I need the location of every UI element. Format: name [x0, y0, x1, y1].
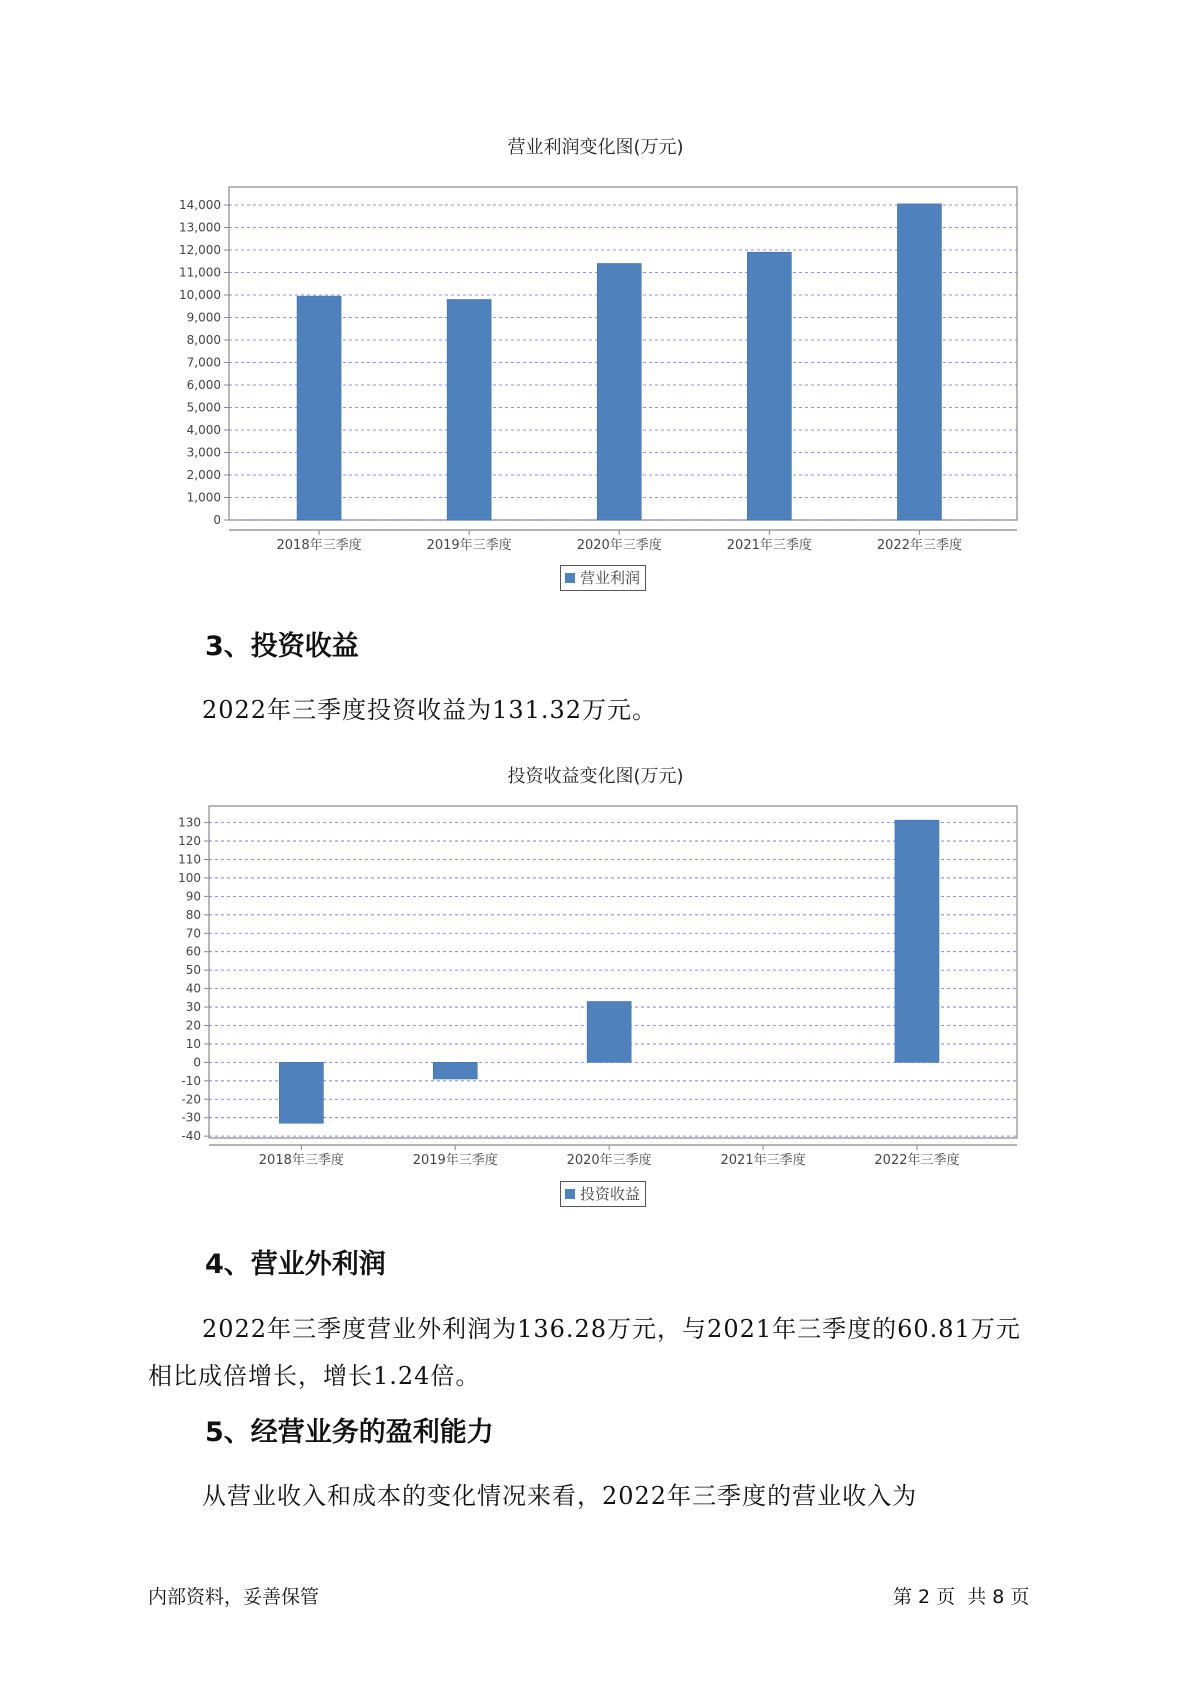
chart2-y-tick-label: 30: [185, 1000, 201, 1015]
chart2-y-tick-label: -40: [181, 1129, 201, 1144]
section4-heading: 4、营业外利润: [205, 1249, 386, 1280]
footer-confidential: 内部资料，妥善保管: [148, 1586, 320, 1608]
chart2-bar: [895, 820, 939, 1062]
chart2-x-tick-label: 2019年三季度: [412, 1153, 498, 1168]
chart2-y-tick-label: -30: [181, 1110, 201, 1125]
chart1-y-tick-label: 12,000: [179, 243, 221, 257]
chart2-y-tick-label: 20: [185, 1018, 201, 1033]
chart2-y-tick-label: -20: [181, 1092, 201, 1107]
chart2-x-tick-label: 2020年三季度: [566, 1153, 652, 1168]
chart2-y-tick-label: 40: [185, 981, 201, 996]
chart2-y-tick-label: 10: [185, 1036, 201, 1051]
chart1-x-tick-label: 2021年三季度: [726, 538, 812, 553]
section5-heading: 5、经营业务的盈利能力: [205, 1417, 494, 1448]
chart2-y-tick-label: 60: [185, 944, 201, 959]
chart1-y-tick-label: 8,000: [186, 333, 221, 347]
chart2-y-tick-label: 110: [178, 852, 201, 867]
chart1-x-tick-label: 2018年三季度: [276, 538, 362, 553]
chart2-y-tick-label: -10: [181, 1073, 201, 1088]
chart2-x-tick-label: 2021年三季度: [720, 1153, 806, 1168]
chart2-bar: [433, 1062, 477, 1079]
chart2-legend-label: 投资收益: [579, 1185, 641, 1203]
chart2-y-tick-label: 130: [178, 815, 201, 830]
chart1-y-tick-label: 0: [213, 513, 221, 527]
chart1-y-tick-label: 6,000: [186, 378, 221, 392]
section3-heading: 3、投资收益: [205, 631, 359, 662]
footer-page-number: 第 2 页 共 8 页: [893, 1586, 1030, 1608]
chart2-y-tick-label: 70: [185, 926, 201, 941]
chart2-y-tick-label: 90: [185, 889, 201, 904]
section3-text: 2022年三季度投资收益为131.32万元。: [202, 696, 658, 724]
chart2-y-tick-label: 120: [178, 834, 201, 849]
chart2-x-tick-label: 2022年三季度: [874, 1153, 960, 1168]
chart2-bar: [587, 1002, 631, 1063]
chart1-y-tick-label: 10,000: [179, 288, 221, 302]
chart1-x-tick-label: 2020年三季度: [576, 538, 662, 553]
section4-line2: 相比成倍增长，增长1.24倍。: [148, 1362, 481, 1390]
chart1-x-tick-label: 2022年三季度: [876, 538, 962, 553]
chart2-y-tick-label: 100: [178, 870, 201, 885]
chart1-y-tick-label: 14,000: [179, 198, 221, 212]
chart2-bar: [279, 1062, 323, 1123]
chart1-y-tick-label: 3,000: [186, 445, 221, 460]
chart1-y-tick-label: 4,000: [186, 423, 221, 437]
chart1-x-tick-label: 2019年三季度: [426, 538, 512, 553]
chart2-y-tick-label: 0: [193, 1055, 201, 1070]
chart1-y-tick-label: 5,000: [186, 400, 221, 415]
section5-text: 从营业收入和成本的变化情况来看，2022年三季度的营业收入为: [202, 1482, 918, 1510]
chart2-legend: [560, 1181, 646, 1207]
chart1-y-tick-label: 1,000: [186, 490, 221, 505]
chart1-title: 营业利润变化图(万元): [507, 137, 684, 158]
chart1-y-tick-label: 11,000: [179, 265, 221, 280]
chart2-title: 投资收益变化图(万元): [507, 766, 684, 787]
chart1-legend-label: 营业利润: [579, 569, 641, 587]
chart1-y-tick-label: 13,000: [179, 220, 221, 235]
section4-line1: 2022年三季度营业外利润为136.28万元，与2021年三季度的60.81万元: [202, 1315, 1021, 1343]
legend-swatch-icon: [565, 1189, 575, 1199]
chart1-y-tick-label: 2,000: [186, 468, 221, 482]
chart2-y-tick-label: 50: [185, 963, 201, 978]
chart2-y-tick-label: 80: [185, 907, 201, 922]
chart1-y-tick-label: 9,000: [186, 310, 221, 325]
chart2-x-tick-label: 2018年三季度: [258, 1153, 344, 1168]
chart1-y-tick-label: 7,000: [186, 355, 221, 370]
